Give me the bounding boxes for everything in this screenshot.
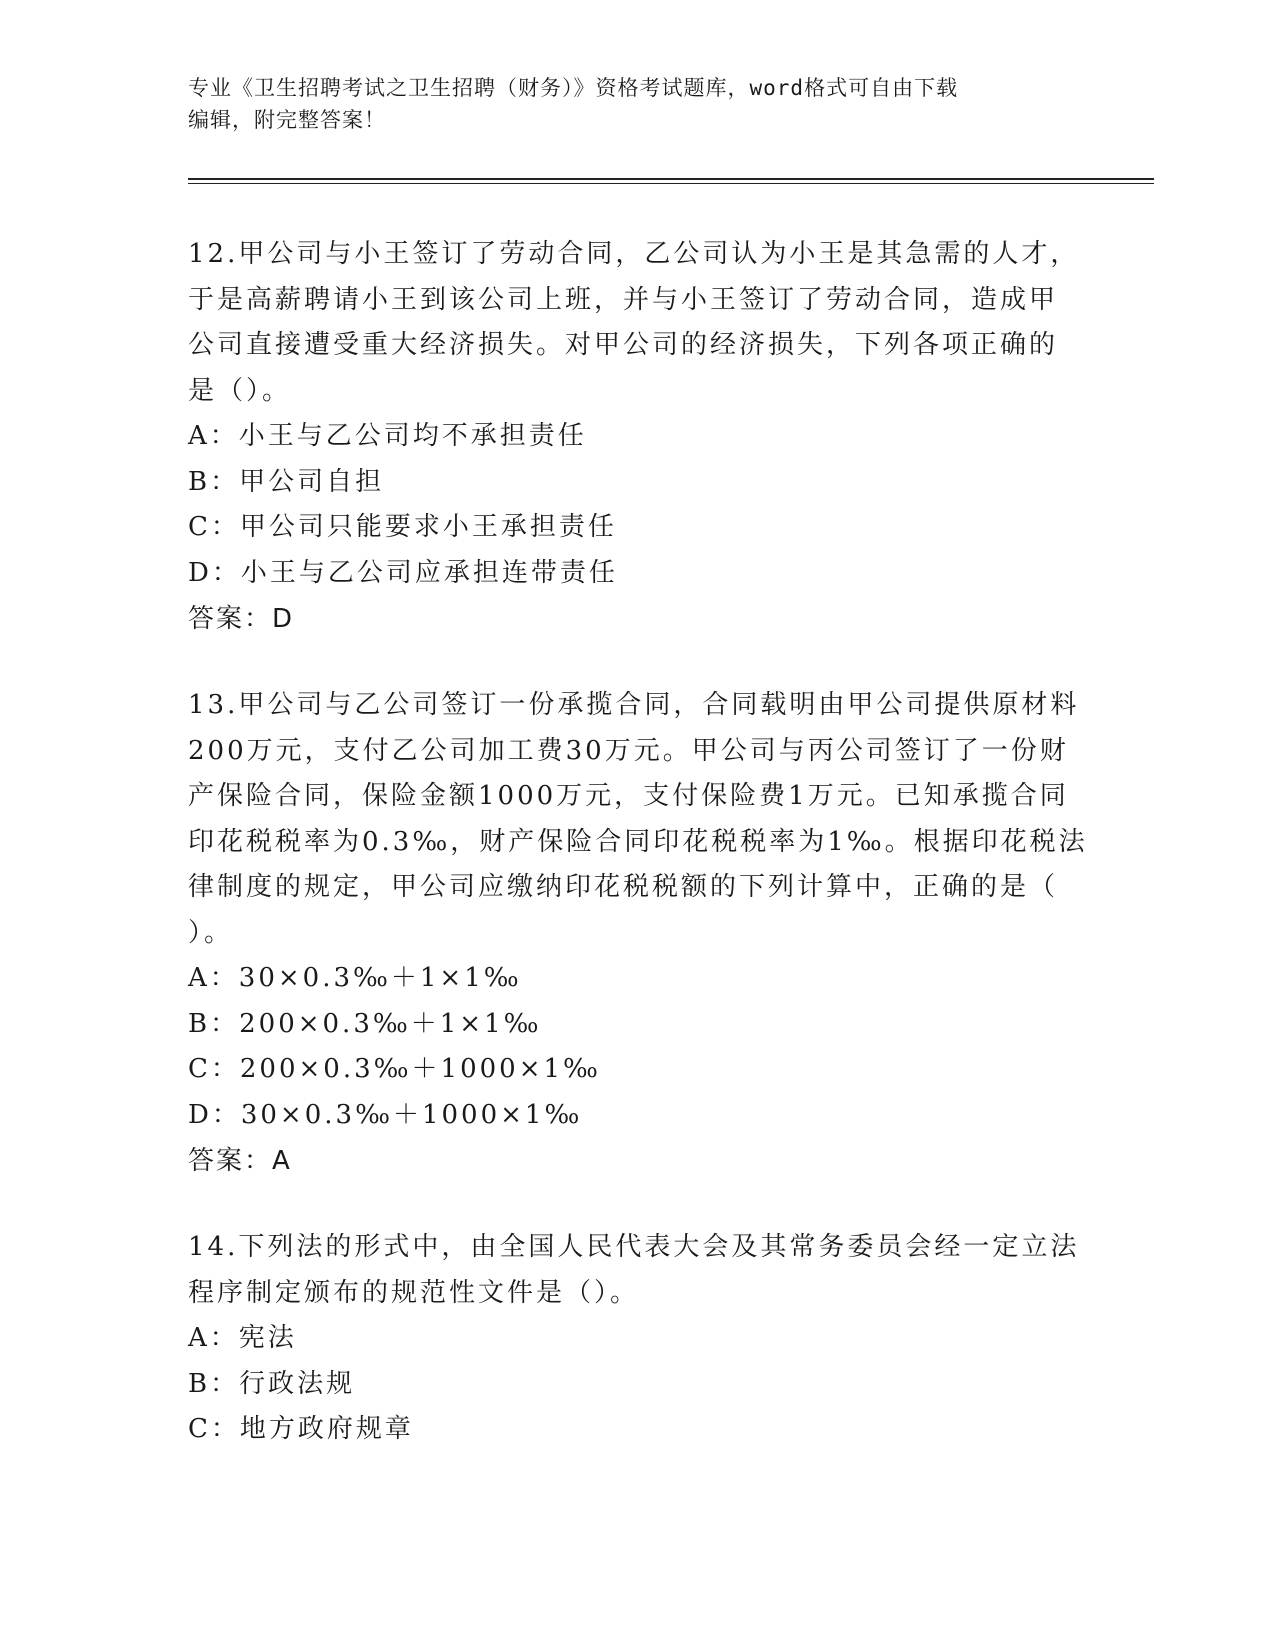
option-b: B：甲公司自担: [188, 466, 385, 497]
question-text-line: 程序制定颁布的规范性文件是（）。: [188, 1277, 640, 1308]
question-text-line: 13.甲公司与乙公司签订一份承揽合同，合同载明由甲公司提供原材料: [188, 690, 1080, 720]
question-13: [188, 683, 1088, 1184]
header-title-line-2: 编辑，附完整答案！: [188, 108, 386, 132]
question-text-line: 12.甲公司与小王签订了劳动合同，乙公司认为小王是其急需的人才，: [188, 239, 1080, 269]
option-b: B：行政法规: [188, 1368, 356, 1399]
question-text-line: 14.下列法的形式中，由全国人民代表大会及其常务委员会经一定立法: [188, 1232, 1080, 1262]
question-12: [188, 232, 1088, 642]
question-text-line: 律制度的规定，甲公司应缴纳印花税税额的下列计算中，正确的是（: [188, 872, 1059, 902]
header-divider-thin: [188, 183, 1154, 184]
question-text-line: 公司直接遭受重大经济损失。对甲公司的经济损失，下列各项正确的: [188, 330, 1059, 360]
option-d: D：小王与乙公司应承担连带责任: [188, 557, 618, 588]
option-c: C：地方政府规章: [188, 1414, 414, 1444]
question-text-line: 印花税税率为0.3‰，财产保险合同印花税税率为1‰。根据印花税法: [188, 826, 1088, 857]
question-text-line: 于是高薪聘请小王到该公司上班，并与小王签订了劳动合同，造成甲: [188, 284, 1059, 315]
header-divider-thick: [188, 178, 1154, 180]
page-header: [188, 72, 1088, 136]
option-a: A：30×0.3‰＋1×1‰: [188, 963, 522, 993]
option-c: C：200×0.3‰＋1000×1‰: [188, 1054, 601, 1084]
option-c: C：甲公司只能要求小王承担责任: [188, 512, 617, 542]
option-d: D：30×0.3‰＋1000×1‰: [188, 1099, 583, 1130]
question-text-line: 200万元，支付乙公司加工费30万元。甲公司与丙公司签订了一份财: [188, 735, 1069, 766]
header-title-line-1: 专业《卫生招聘考试之卫生招聘（财务）》资格考试题库，word格式可自由下载: [188, 76, 959, 100]
option-b: B：200×0.3‰＋1×1‰: [188, 1008, 542, 1039]
question-text-line: 是（）。: [188, 375, 292, 406]
question-list: [188, 232, 1088, 1494]
option-a: A：小王与乙公司均不承担责任: [188, 421, 587, 451]
option-a: A：宪法: [188, 1323, 297, 1353]
question-text-line: 产保险合同，保险金额1000万元，支付保险费1万元。已知承揽合同: [188, 781, 1069, 811]
answer-line: 答案：A: [188, 1146, 292, 1176]
question-14: [188, 1225, 1088, 1453]
answer-line: 答案：D: [188, 604, 295, 634]
question-text-line: ）。: [188, 917, 234, 948]
